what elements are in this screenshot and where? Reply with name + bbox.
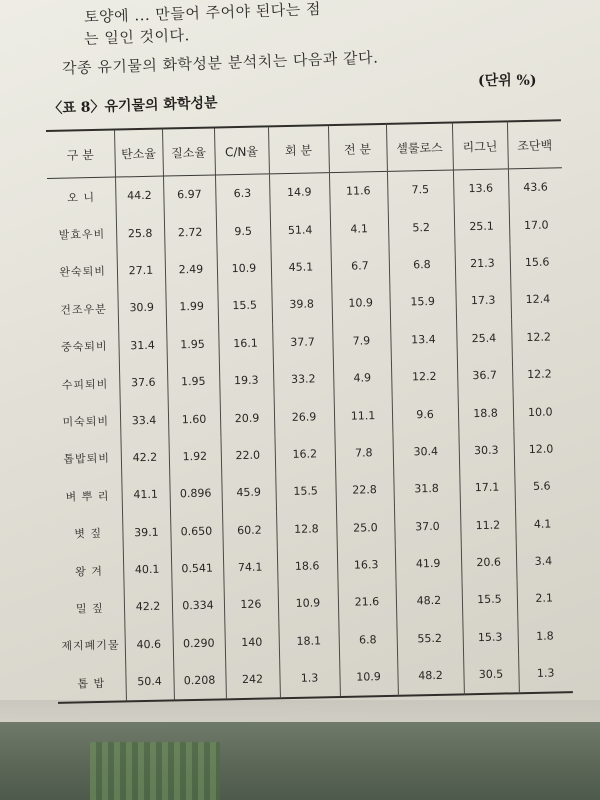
value-cell: 6.7 — [331, 247, 390, 286]
value-cell: 21.3 — [455, 244, 511, 283]
header-cell: 리그닌 — [452, 121, 508, 170]
value-cell: 15.5 — [217, 286, 272, 325]
value-cell: 37.7 — [272, 323, 333, 362]
header-cell: 조단백 — [507, 120, 562, 169]
header-cell: C/N율 — [214, 126, 269, 175]
value-cell: 13.6 — [453, 169, 509, 208]
value-cell: 27.1 — [117, 251, 166, 289]
value-cell: 1.99 — [165, 288, 218, 326]
value-cell: 12.8 — [276, 510, 337, 549]
value-cell: 43.6 — [508, 168, 563, 207]
value-cell: 2.72 — [164, 213, 217, 251]
value-cell: 5.2 — [388, 208, 455, 247]
value-cell: 40.6 — [124, 625, 173, 663]
value-cell: 31.8 — [393, 470, 460, 509]
header-cell: 회 분 — [268, 125, 329, 174]
value-cell: 25.1 — [454, 207, 510, 246]
value-cell: 11.2 — [460, 506, 516, 545]
value-cell: 31.4 — [118, 326, 167, 364]
value-cell: 10.0 — [513, 392, 568, 431]
value-cell: 2.49 — [165, 250, 218, 288]
row-label-cell: 톱밥퇴비 — [63, 452, 111, 467]
value-cell: 18.8 — [458, 394, 514, 433]
value-cell: 242 — [225, 660, 280, 700]
table-unit: (단위 %) — [478, 73, 537, 89]
value-cell: 39.8 — [271, 285, 332, 324]
value-cell: 40.1 — [123, 550, 172, 588]
value-cell: 48.2 — [396, 582, 463, 621]
value-cell: 15.5 — [275, 472, 336, 511]
value-cell: 26.9 — [274, 397, 335, 436]
value-cell: 17.3 — [455, 281, 511, 320]
value-cell: 10.9 — [339, 658, 398, 698]
row-label-cell: 미숙퇴비 — [62, 414, 110, 429]
row-label-cell: 발효우비 — [58, 227, 106, 242]
value-cell: 18.1 — [278, 622, 339, 661]
value-cell: 15.6 — [509, 243, 564, 282]
value-cell: 15.3 — [462, 618, 518, 657]
value-cell: 20.6 — [461, 543, 517, 582]
value-cell: 22.8 — [335, 471, 394, 510]
value-cell: 10.9 — [217, 249, 272, 288]
table-body — [47, 168, 573, 704]
value-cell: 50.4 — [125, 663, 174, 702]
value-cell: 7.9 — [332, 321, 391, 360]
row-label-cell: 벼 뿌 리 — [65, 489, 110, 504]
value-cell: 30.5 — [463, 655, 519, 695]
value-cell: 5.6 — [514, 467, 569, 506]
body-text-line-1: 토양에 ... 만들어 주어야 된다는 점 — [83, 0, 322, 27]
value-cell: 6.3 — [215, 174, 270, 213]
row-label-cell: 수피퇴비 — [61, 377, 109, 392]
row-label-cell: 완숙퇴비 — [59, 265, 107, 280]
value-cell: 7.8 — [334, 434, 393, 473]
row-label-cell: 제지폐기물 — [61, 638, 120, 654]
value-cell: 19.3 — [219, 361, 274, 400]
value-cell: 1.3 — [279, 659, 340, 699]
value-cell: 74.1 — [223, 548, 278, 587]
row-label-cell: 볏 짚 — [74, 527, 103, 541]
header-cell: 탄소율 — [114, 129, 163, 177]
value-cell: 6.8 — [389, 245, 456, 284]
value-cell: 36.7 — [457, 356, 513, 395]
value-cell: 21.6 — [338, 583, 397, 622]
value-cell: 25.8 — [116, 214, 165, 252]
chemical-composition-table — [46, 119, 573, 704]
value-cell: 25.0 — [336, 508, 395, 547]
row-label-cell: 톱 밥 — [57, 664, 126, 704]
value-cell: 0.650 — [170, 512, 223, 550]
value-cell: 11.1 — [334, 396, 393, 435]
value-cell: 51.4 — [270, 210, 331, 249]
value-cell: 45.9 — [221, 473, 276, 512]
value-cell: 10.9 — [331, 284, 390, 323]
value-cell: 0.208 — [173, 661, 226, 700]
value-cell: 16.3 — [337, 546, 396, 585]
value-cell: 9.5 — [216, 212, 271, 251]
value-cell: 33.2 — [273, 360, 334, 399]
row-label-cell: 오 니 — [67, 190, 96, 205]
row-label-cell: 건조우분 — [60, 302, 107, 317]
value-cell: 20.9 — [220, 399, 275, 438]
value-cell: 7.5 — [387, 170, 454, 209]
value-cell: 14.9 — [269, 173, 330, 212]
value-cell: 16.1 — [218, 324, 273, 363]
value-cell: 30.9 — [117, 289, 166, 327]
value-cell: 17.1 — [459, 468, 515, 507]
value-cell: 16.2 — [274, 435, 335, 474]
value-cell: 30.4 — [392, 432, 459, 471]
value-cell: 10.9 — [278, 584, 339, 623]
value-cell: 42.2 — [124, 588, 173, 626]
value-cell: 0.541 — [171, 549, 224, 587]
header-cell: 구 분 — [46, 130, 115, 179]
value-cell: 12.2 — [512, 355, 567, 394]
header-cell: 셀룰로스 — [386, 122, 453, 171]
value-cell: 33.4 — [120, 401, 169, 439]
row-label-cell: 왕 겨 — [74, 564, 104, 579]
value-cell: 22.0 — [220, 436, 275, 475]
value-cell: 41.1 — [121, 476, 170, 514]
value-cell: 140 — [224, 623, 279, 662]
value-cell: 15.9 — [389, 283, 456, 322]
table-title: 〈표 8〉유기물의 화학성분 — [48, 95, 218, 117]
header-cell: 질소율 — [162, 127, 215, 176]
row-label-cell: 중숙퇴비 — [60, 340, 108, 354]
value-cell: 15.5 — [462, 581, 518, 620]
value-cell: 37.6 — [119, 363, 168, 401]
value-cell: 1.95 — [166, 325, 219, 363]
header-cell: 전 분 — [328, 124, 387, 173]
value-cell: 60.2 — [222, 511, 277, 550]
value-cell: 4.1 — [330, 209, 389, 248]
value-cell: 37.0 — [394, 507, 461, 546]
value-cell: 1.95 — [167, 362, 220, 400]
row-label-cell: 밀 짚 — [75, 601, 104, 616]
value-cell: 39.1 — [122, 513, 171, 551]
value-cell: 55.2 — [396, 619, 463, 658]
value-cell: 126 — [224, 586, 279, 625]
body-text-line-3: 각종 유기물의 화학성분 분석치는 다음과 같다. — [61, 48, 379, 78]
value-cell: 2.1 — [517, 579, 572, 618]
body-text-line-2: 는 일인 것이다. — [83, 26, 191, 48]
value-cell: 6.97 — [163, 175, 216, 214]
value-cell: 17.0 — [509, 206, 564, 245]
value-cell: 41.9 — [395, 544, 462, 583]
value-cell: 12.0 — [513, 430, 568, 469]
value-cell: 30.3 — [458, 431, 514, 470]
value-cell: 6.8 — [338, 620, 397, 659]
value-cell: 18.6 — [277, 547, 338, 586]
value-cell: 12.2 — [391, 357, 458, 396]
value-cell: 1.92 — [168, 437, 221, 475]
value-cell: 0.290 — [172, 624, 225, 662]
value-cell: 25.4 — [456, 319, 512, 358]
value-cell: 1.8 — [517, 617, 572, 656]
value-cell: 42.2 — [120, 438, 169, 476]
value-cell: 11.6 — [329, 171, 388, 210]
value-cell: 9.6 — [392, 395, 459, 434]
value-cell: 12.2 — [511, 318, 566, 357]
value-cell: 44.2 — [115, 176, 164, 215]
value-cell: 13.4 — [390, 320, 457, 359]
value-cell: 1.3 — [518, 654, 573, 694]
table-container — [46, 119, 573, 690]
value-cell: 0.334 — [172, 587, 225, 625]
value-cell: 4.9 — [333, 359, 392, 398]
value-cell: 4.1 — [515, 505, 570, 544]
value-cell: 1.60 — [168, 400, 221, 438]
value-cell: 12.4 — [510, 280, 565, 319]
value-cell: 0.896 — [169, 475, 222, 513]
value-cell: 3.4 — [516, 542, 571, 581]
background-object — [90, 742, 220, 800]
value-cell: 48.2 — [397, 656, 464, 696]
value-cell: 45.1 — [271, 248, 332, 287]
